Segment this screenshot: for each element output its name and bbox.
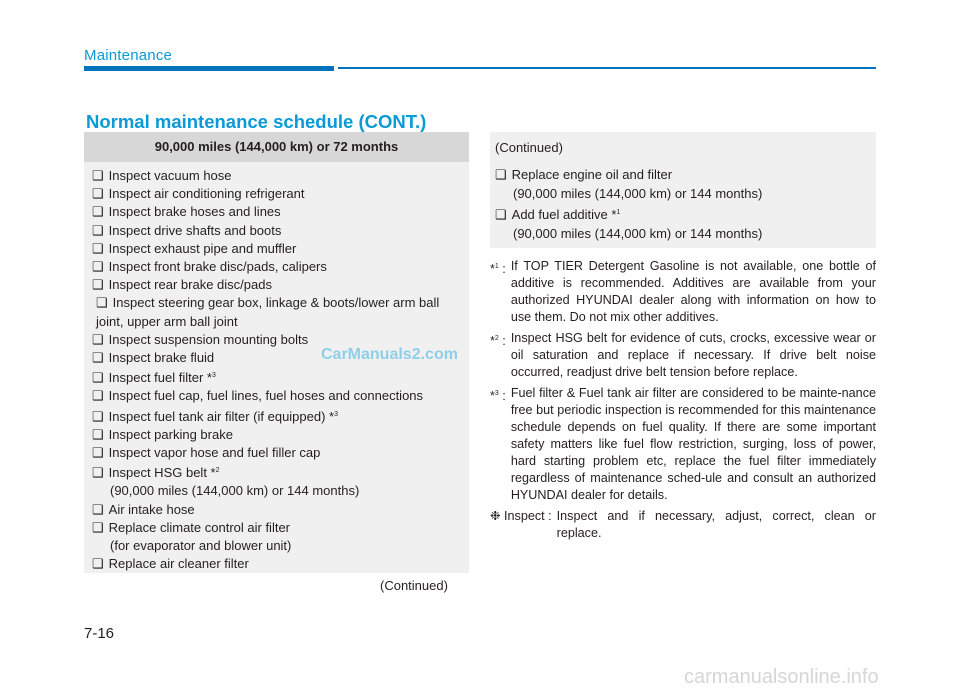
checkbox-icon: ❑ xyxy=(92,519,104,535)
footnote-separator: : xyxy=(498,389,506,403)
footnote-text: Inspect HSG belt for evidence of cuts, crocks, excessive wear or oil saturation and replace if necessary. If drive belt noise occurred, readjust drive belt tension before replace. xyxy=(510,331,876,379)
checklist-item-interval: (90,000 miles (144,000 km) or 144 months) xyxy=(513,226,763,241)
checklist-item-text: Inspect drive shafts and boots xyxy=(108,222,282,238)
checklist-item xyxy=(92,426,469,444)
footnote-symbol: * xyxy=(490,389,495,403)
checklist-item xyxy=(92,294,469,330)
footnote-ref: 3 xyxy=(211,372,216,380)
watermark-text: CarManuals2.com xyxy=(321,346,458,363)
checklist-item-text: Inspect rear brake disc/pads xyxy=(108,277,272,293)
footnote-text: Fuel filter & Fuel tank air filter are considered to be mainte-nance free but periodic inspection is recommended for this maintenance schedule depends on fuel quality. If there are some important safety matters like fuel flow restriction, surging, loss of power, hard starting problem etc, replace the fuel filter immediately regardless of maintenance sched-ule and consult an authorized HYUNDAI dealer for details. xyxy=(510,386,876,502)
checklist-item xyxy=(92,276,469,294)
footnote xyxy=(490,385,876,504)
footer-watermark: carmanualsonline.info xyxy=(684,666,879,688)
checkbox-icon: ❑ xyxy=(92,445,104,461)
checklist-item-text: Inspect fuel cap, fuel lines, fuel hoses and connections xyxy=(108,388,424,404)
checklist-item xyxy=(92,240,469,258)
footnote-symbol: * xyxy=(490,334,495,348)
continued-label-top: (Continued) xyxy=(495,140,563,155)
checklist-item-text: Inspect parking brake xyxy=(108,426,233,442)
page-title: Normal maintenance schedule (CONT.) xyxy=(86,111,427,132)
checkbox-icon: ❑ xyxy=(92,556,104,572)
footnote-mark xyxy=(490,330,511,381)
checklist-item-text: Inspect brake fluid xyxy=(108,350,215,366)
checkbox-icon: ❑ xyxy=(96,295,108,311)
checklist-item xyxy=(92,444,469,462)
checklist-item-text: Replace climate control air filter xyxy=(108,519,291,535)
checkbox-icon: ❑ xyxy=(92,186,104,202)
checklist-item xyxy=(92,501,469,519)
section-rule-light xyxy=(338,67,876,69)
checkbox-icon: ❑ xyxy=(92,168,104,183)
footnote-number: 3 xyxy=(494,390,499,397)
checklist-item-text: Inspect fuel filter * xyxy=(108,370,212,386)
checkbox-icon: ❑ xyxy=(92,259,104,275)
checklist-item-text: Add fuel additive * xyxy=(511,207,617,222)
checklist-item-interval: (90,000 miles (144,000 km) or 144 months) xyxy=(110,483,360,499)
checkbox-icon: ❑ xyxy=(495,167,507,182)
footnote-separator: : xyxy=(498,262,506,276)
checklist-item-text: Replace engine oil and filter xyxy=(511,167,673,182)
footnote-mark xyxy=(490,508,557,542)
checklist-item xyxy=(92,203,469,221)
footnote xyxy=(490,330,876,381)
footnote-text: Inspect and if necessary, adjust, correct, clean or replace. xyxy=(556,509,876,540)
checklist-item-text: Replace air cleaner filter xyxy=(108,556,249,572)
footnote-separator: : xyxy=(498,334,506,348)
footnote-ref: 3 xyxy=(334,410,339,418)
checkbox-icon: ❑ xyxy=(92,501,104,517)
schedule-heading: 90,000 miles (144,000 km) or 72 months xyxy=(84,132,469,162)
checkbox-icon: ❑ xyxy=(92,465,104,481)
checklist-item-text: Inspect fuel tank air filter (if equipped) * xyxy=(108,408,335,424)
checklist-item-text: Inspect vapor hose and fuel filler cap xyxy=(108,445,321,461)
checklist-item-interval: (for evaporator and blower unit) xyxy=(110,538,292,554)
checkbox-icon: ❑ xyxy=(92,240,104,256)
footnote-symbol: ❉ Inspect : xyxy=(490,509,552,523)
checkbox-icon: ❑ xyxy=(92,204,104,220)
checklist-item xyxy=(92,387,469,405)
footnote xyxy=(490,258,876,326)
checklist-item-text: Air intake hose xyxy=(108,501,195,517)
checklist-item xyxy=(92,519,469,537)
schedule-table-right xyxy=(490,132,876,248)
checklist xyxy=(84,162,469,573)
footnote-number: 1 xyxy=(494,263,499,270)
checkbox-icon: ❑ xyxy=(92,408,104,424)
checklist-item xyxy=(92,167,469,185)
footnote-text: If TOP TIER Detergent Gasoline is not available, one bottle of additive is recommended. Additives are available from your authorized HYUNDAI dealer along with information on how to use them. Do not mix other additives. xyxy=(510,259,876,324)
checklist-item-text: Inspect air conditioning refrigerant xyxy=(108,186,305,202)
footnote-ref: 1 xyxy=(616,209,621,216)
checklist-right xyxy=(495,165,876,243)
checklist-item-text: Inspect front brake disc/pads, calipers xyxy=(108,259,327,275)
checkbox-icon: ❑ xyxy=(92,222,104,238)
checkbox-icon: ❑ xyxy=(495,207,507,222)
checkbox-icon: ❑ xyxy=(92,370,104,386)
section-rule-dark xyxy=(84,66,334,71)
section-label: Maintenance xyxy=(84,47,173,64)
checklist-item xyxy=(92,555,469,573)
checklist-item xyxy=(92,222,469,240)
checklist-item-text: Inspect brake hoses and lines xyxy=(108,204,281,220)
footnote-mark xyxy=(490,258,511,326)
checklist-item xyxy=(92,367,469,387)
checklist-item-text: Inspect suspension mounting bolts xyxy=(108,331,309,347)
checklist-item xyxy=(495,165,876,184)
checkbox-icon: ❑ xyxy=(92,388,104,404)
footnotes xyxy=(490,258,876,546)
checklist-item xyxy=(92,258,469,276)
checklist-item xyxy=(495,203,876,224)
checklist-item-interval: (90,000 miles (144,000 km) or 144 months) xyxy=(513,186,763,201)
checkbox-icon: ❑ xyxy=(92,277,104,293)
continued-label: (Continued) xyxy=(380,578,448,593)
checklist-item-text: Inspect vacuum hose xyxy=(108,168,232,183)
footnote-ref: 2 xyxy=(215,467,220,475)
footnote-symbol: * xyxy=(490,262,495,276)
checklist-item-text: Inspect HSG belt * xyxy=(108,465,216,481)
page-number: 7-16 xyxy=(84,625,115,642)
footnote xyxy=(490,508,876,542)
right-inner xyxy=(490,132,876,243)
checklist-item-text: Inspect steering gear box, linkage & boots/lower arm ball joint, upper arm ball joint xyxy=(96,295,440,329)
checkbox-icon: ❑ xyxy=(92,426,104,442)
checkbox-icon: ❑ xyxy=(92,350,104,366)
footnote-mark xyxy=(490,385,511,504)
checklist-item xyxy=(92,406,469,426)
checklist-item xyxy=(92,462,469,482)
checklist-item xyxy=(92,185,469,203)
checklist-item-text: Inspect exhaust pipe and muffler xyxy=(108,240,297,256)
checkbox-icon: ❑ xyxy=(92,331,104,347)
footnote-number: 2 xyxy=(494,335,499,342)
